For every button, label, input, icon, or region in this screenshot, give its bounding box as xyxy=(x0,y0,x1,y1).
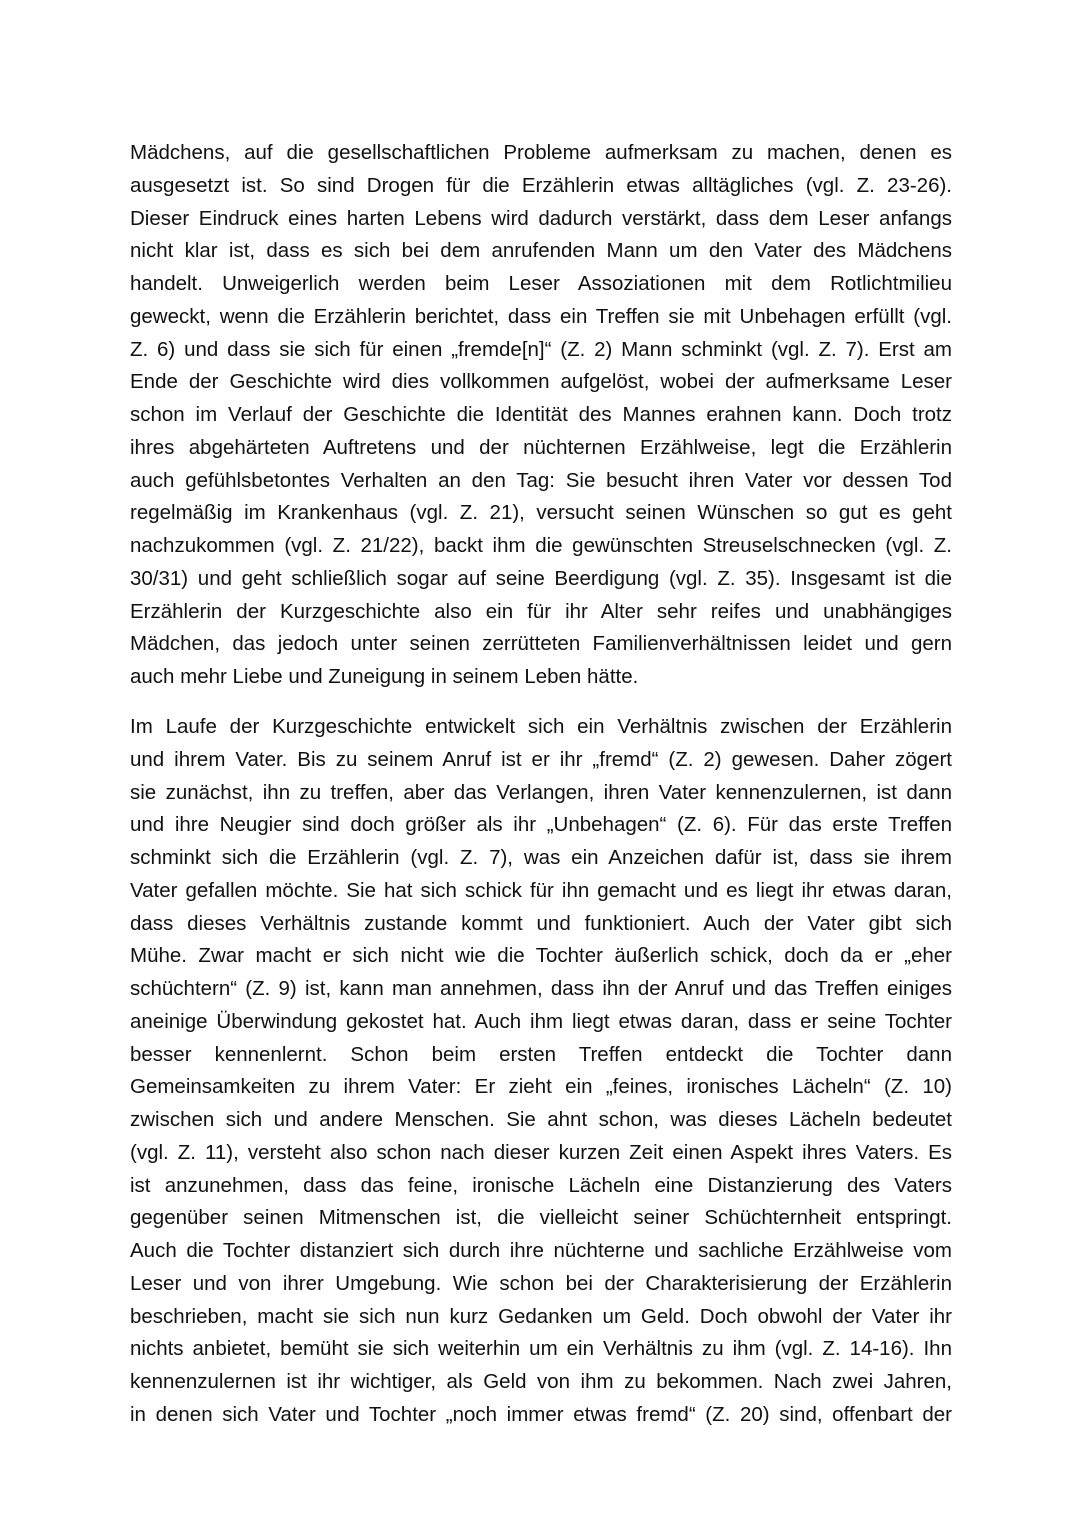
text-line: und ihre Neugier sind doch größer als ihr „Unbehagen“ (Z. 6). Für das erste Treffen xyxy=(130,813,952,837)
paragraph-1 xyxy=(130,137,952,694)
text-line: ausgesetzt ist. So sind Drogen für die Erzählerin etwas alltägliches (vgl. Z. 23-26). xyxy=(130,173,952,197)
text-line: ist anzunehmen, dass das feine, ironische Lächeln eine Distanzierung des Vaters xyxy=(130,1173,952,1197)
text-line: schüchtern“ (Z. 9) ist, kann man annehmen, dass ihn der Anruf und das Treffen einiges xyxy=(130,977,952,1000)
text-line: auch mehr Liebe und Zuneigung in seinem Leben hätte. xyxy=(130,665,639,688)
text-line: handelt. Unweigerlich werden beim Leser Assoziationen mit dem Rotlichtmilieu xyxy=(130,272,952,295)
text-line: auch gefühlsbetontes Verhalten an den Tag: Sie besucht ihren Vater vor dessen Tod xyxy=(130,468,952,492)
text-line: 30/31) und geht schließlich sogar auf seine Beerdigung (vgl. Z. 35). Insgesamt ist die xyxy=(130,566,952,590)
text-line: nachzukommen (vgl. Z. 21/22), backt ihm die gewünschten Streuselschnecken (vgl. Z. xyxy=(130,534,952,557)
paragraph-2 xyxy=(130,711,952,1432)
text-line: zwischen sich und andere Menschen. Sie ahnt schon, was dieses Lächeln bedeutet xyxy=(130,1108,952,1131)
text-line: schon im Verlauf der Geschichte die Identität des Mannes erahnen kann. Doch trotz xyxy=(130,403,952,426)
text-line: schminkt sich die Erzählerin (vgl. Z. 7), was ein Anzeichen dafür ist, dass sie ihrem xyxy=(130,846,952,869)
text-line: sie zunächst, ihn zu treffen, aber das Verlangen, ihren Vater kennenzulernen, ist dann xyxy=(130,780,952,804)
text-line: regelmäßig im Krankenhaus (vgl. Z. 21), versucht seinen Wünschen so gut es geht xyxy=(130,501,952,525)
text-line: Mädchen, das jedoch unter seinen zerrütteten Familienverhältnissen leidet und gern xyxy=(130,632,952,656)
text-line: Z. 6) und dass sie sich für einen „fremde[n]“ (Z. 2) Mann schminkt (vgl. Z. 7). Erst am xyxy=(130,337,952,361)
text-line: Vater gefallen möchte. Sie hat sich schick für ihn gemacht und es liegt ihr etwas daran, xyxy=(130,878,952,902)
text-line: nichts anbietet, bemüht sie sich weiterhin um ein Verhältnis zu ihm (vgl. Z. 14-16). Ihn xyxy=(130,1337,952,1361)
text-line: gegenüber seinen Mitmenschen ist, die vielleicht seiner Schüchternheit entspringt. xyxy=(130,1206,952,1230)
text-line: besser kennenlernt. Schon beim ersten Treffen entdeckt die Tochter dann xyxy=(130,1042,952,1066)
text-line: beschrieben, macht sie sich nun kurz Gedanken um Geld. Doch obwohl der Vater ihr xyxy=(130,1304,952,1328)
text-line: aneinige Überwindung gekostet hat. Auch ihm liegt etwas daran, dass er seine Tochter xyxy=(130,1009,952,1033)
text-line: in denen sich Vater und Tochter „noch immer etwas fremd“ (Z. 20) sind, offenbart der xyxy=(130,1402,952,1426)
text-line: Dieser Eindruck eines harten Lebens wird dadurch verstärkt, dass dem Leser anfangs xyxy=(130,206,952,230)
text-line: nicht klar ist, dass es sich bei dem anrufenden Mann um den Vater des Mädchens xyxy=(130,239,952,263)
text-line: Auch die Tochter distanziert sich durch ihre nüchterne und sachliche Erzählweise vom xyxy=(130,1239,952,1262)
text-line: Mädchens, auf die gesellschaftlichen Probleme aufmerksam zu machen, denen es xyxy=(130,141,952,164)
text-line: kennenzulernen ist ihr wichtiger, als Geld von ihm zu bekommen. Nach zwei Jahren, xyxy=(130,1370,952,1393)
text-line: ihres abgehärteten Auftretens und der nüchternen Erzählweise, legt die Erzählerin xyxy=(130,435,952,459)
text-line: Ende der Geschichte wird dies vollkommen aufgelöst, wobei der aufmerksame Leser xyxy=(130,370,952,394)
text-line: Im Laufe der Kurzgeschichte entwickelt sich ein Verhältnis zwischen der Erzählerin xyxy=(130,715,952,738)
text-line: geweckt, wenn die Erzählerin berichtet, dass ein Treffen sie mit Unbehagen erfüllt (vgl. xyxy=(130,304,952,328)
text-line: Mühe. Zwar macht er sich nicht wie die Tochter äußerlich schick, doch da er „eher xyxy=(130,944,952,968)
text-line: Gemeinsamkeiten zu ihrem Vater: Er zieht ein „feines, ironisches Lächeln“ (Z. 10) xyxy=(130,1075,952,1099)
text-line: dass dieses Verhältnis zustande kommt und funktioniert. Auch der Vater gibt sich xyxy=(130,911,952,935)
text-line: Leser und von ihrer Umgebung. Wie schon bei der Charakterisierung der Erzählerin xyxy=(130,1271,952,1295)
text-line: und ihrem Vater. Bis zu seinem Anruf ist er ihr „fremd“ (Z. 2) gewesen. Daher zögert xyxy=(130,747,952,771)
text-line: (vgl. Z. 11), versteht also schon nach dieser kurzen Zeit einen Aspekt ihres Vaters. Es xyxy=(130,1140,952,1164)
text-line: Erzählerin der Kurzgeschichte also ein für ihr Alter sehr reifes und unabhängiges xyxy=(130,599,952,623)
